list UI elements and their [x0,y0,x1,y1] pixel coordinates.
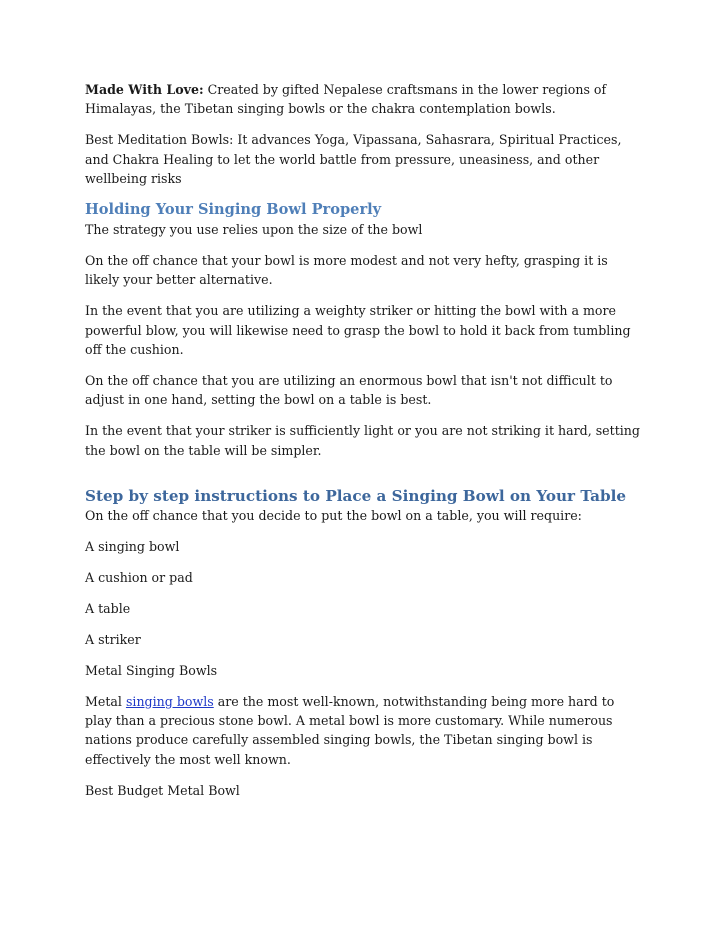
paragraph-metal-bowls [85,692,641,770]
metal-text-before: Metal [85,693,126,709]
intro-lead: Made With Love: [85,82,204,97]
intro-paragraph-made-with-love [85,80,641,119]
paragraph-strategy: The strategy you use relies upon the size of the bowl [85,222,423,238]
paragraph-small-bowl: On the off chance that your bowl is more modest and not very hefty, grasping it is likely your better alternative. [85,252,608,288]
paragraph-light-striker: In the event that your striker is sufficiently light or you are not striking it hard, setting the bowl on the table will be simpler. [85,423,640,458]
intro-paragraph-best-meditation: Best Meditation Bowls: It advances Yoga, Vipassana, Sahasrara, Spiritual Practices, and Chakra Healing to let the world battle from pressure, uneasiness, and other wellbeing risks [85,132,622,187]
subheading-metal-bowls: Metal Singing Bowls [85,662,218,678]
heading-holding-bowl: Holding Your Singing Bowl Properly [85,201,382,219]
intro-text: Created by gifted Nepalese craftsmans in the lower regions of Himalayas, the Tibetan singing bowls or the chakra contemplation bowls. [85,82,607,117]
paragraph-weighty-striker: In the event that you are utilizing a weighty striker or hitting the bowl with a more powerful blow, you will likewise need to grasp the bowl to hold it back from tumbling off the cushion. [85,303,631,358]
paragraph-best-budget: Best Budget Metal Bowl [85,782,240,798]
paragraph-require: On the off chance that you decide to put the bowl on a table, you will require: [85,508,582,524]
list-item: A cushion or pad [85,569,193,585]
singing-bowls-link[interactable]: singing bowls [125,693,214,709]
list-item: A table [85,600,131,616]
paragraph-enormous-bowl: On the off chance that you are utilizing an enormous bowl that isn't not difficult to adjust in one hand, setting the bowl on a table is best. [85,372,613,408]
document-body [85,80,641,812]
list-item: A singing bowl [85,539,180,554]
list-item: A striker [85,631,141,647]
heading-place-bowl: Step by step instructions to Place a Singing Bowl on Your Table [85,487,627,506]
metal-text-after: are the most well-known, notwithstanding being more hard to play than a precious stone bowl. A metal bowl is more customary. While numerous nations produce carefully assembled singing bowls, the Tibetan singing bowl is effectively the most well known. [85,693,615,767]
